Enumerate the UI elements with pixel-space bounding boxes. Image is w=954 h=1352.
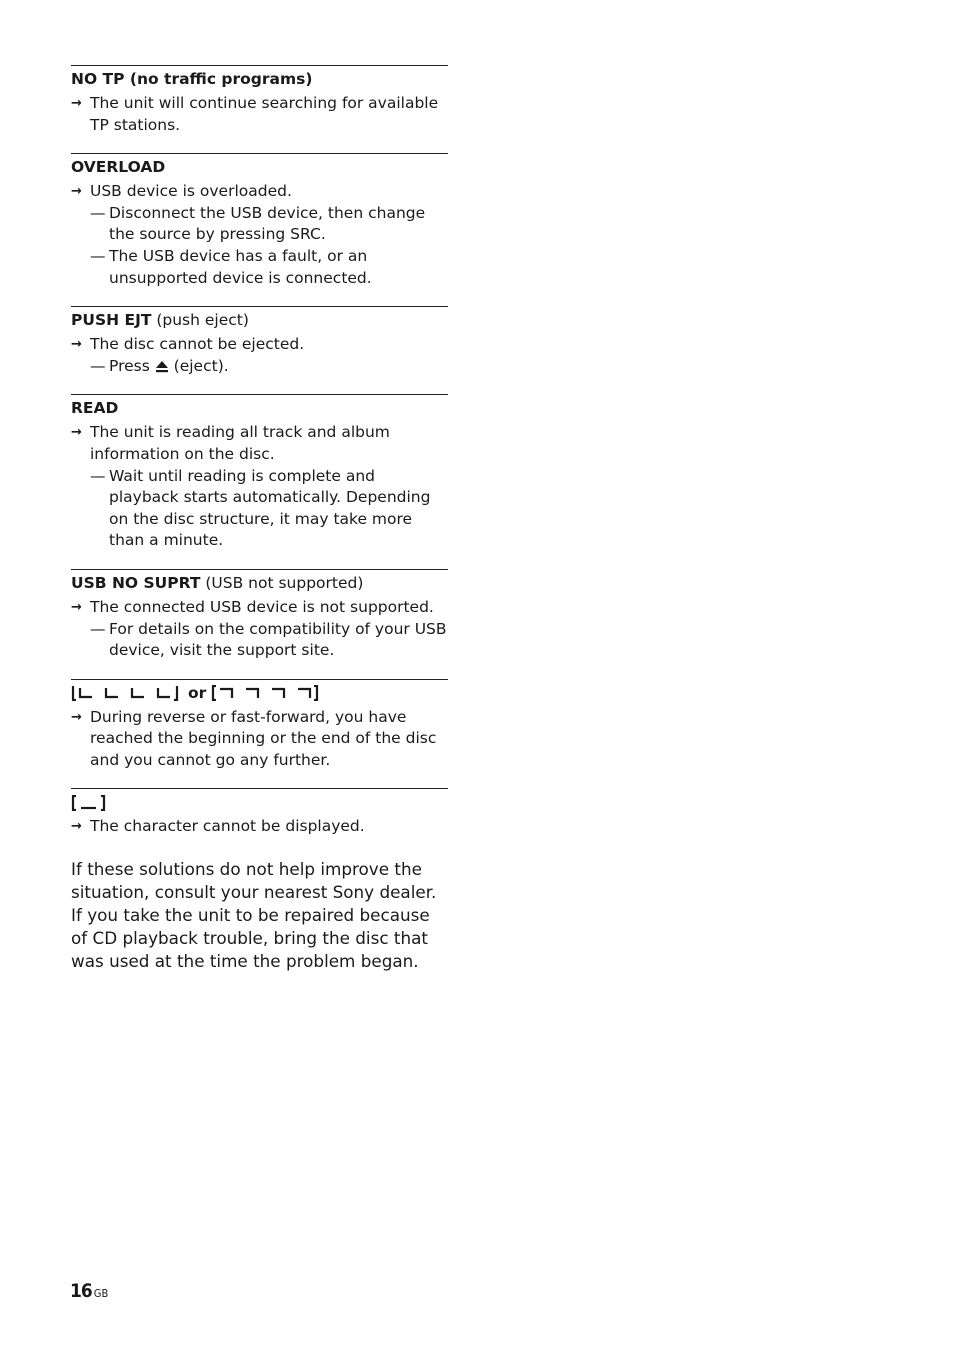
troubleshooting-messages	[71, 65, 448, 990]
entry-overload	[71, 153, 448, 289]
segment-top-right-icon	[211, 685, 323, 701]
entry-undisplayable-character	[71, 788, 448, 838]
arrow-icon: →	[71, 709, 82, 725]
cause-line: → The connected USB device is not supported.	[71, 597, 448, 619]
dash-icon: —	[90, 466, 106, 485]
cause-line: → During reverse or fast-forward, you have reached the beginning or the end of the disc and you cannot go any further.	[71, 707, 437, 769]
entry-title	[71, 792, 448, 813]
arrow-icon: →	[71, 599, 82, 615]
entry-no-tp	[71, 65, 448, 136]
entry-title: or	[71, 683, 448, 704]
dash-icon: —	[90, 203, 106, 222]
entry-read	[71, 394, 448, 552]
entry-title: USB NO SUPRT (USB not supported)	[71, 573, 364, 592]
cause-line: → USB device is overloaded.	[71, 181, 448, 203]
cause-line: → The unit is reading all track and album information on the disc.	[71, 423, 390, 463]
entry-title: OVERLOAD	[71, 158, 166, 177]
segment-bottom-left-icon	[71, 685, 183, 701]
page-number: 16 GB	[70, 1280, 109, 1302]
dash-icon: —	[90, 619, 106, 638]
cause-line: → The unit will continue searching for available TP stations.	[71, 94, 439, 134]
underscore-segment-icon	[71, 795, 107, 811]
cause-line: → The disc cannot be ejected.	[71, 334, 448, 356]
arrow-icon: →	[71, 425, 82, 441]
closing-paragraph: If these solutions do not help improve the situation, consult your nearest Sony dealer. If you take the unit to be repaired because of CD playback trouble, bring the disc that was used at the time the problem began.	[71, 859, 437, 972]
entry-segment-symbols	[71, 679, 448, 772]
entry-push-ejt	[71, 306, 448, 377]
eject-icon	[155, 360, 169, 373]
entry-title: READ	[71, 399, 119, 418]
cause-line: → The character cannot be displayed.	[71, 816, 448, 838]
action-line: — Wait until reading is complete and playback starts automatically. Depending on the disc structure, it may take more than a minute.	[90, 466, 431, 550]
dash-icon: —	[90, 246, 106, 265]
action-line: — Press (eject).	[71, 356, 448, 378]
action-line: — For details on the compatibility of your USB device, visit the support site.	[90, 619, 447, 660]
arrow-icon: →	[71, 184, 82, 200]
arrow-icon: →	[71, 819, 82, 835]
arrow-icon: →	[71, 96, 82, 111]
action-line: — Disconnect the USB device, then change the source by pressing SRC.	[90, 203, 426, 244]
entry-title: NO TP (no traffic programs)	[71, 70, 313, 88]
entry-usb-no-suprt	[71, 569, 448, 662]
dash-icon: —	[90, 356, 106, 375]
action-line: — The USB device has a fault, or an unsupported device is connected.	[90, 246, 372, 287]
arrow-icon: →	[71, 337, 82, 353]
entry-title: PUSH EJT (push eject)	[71, 311, 249, 330]
